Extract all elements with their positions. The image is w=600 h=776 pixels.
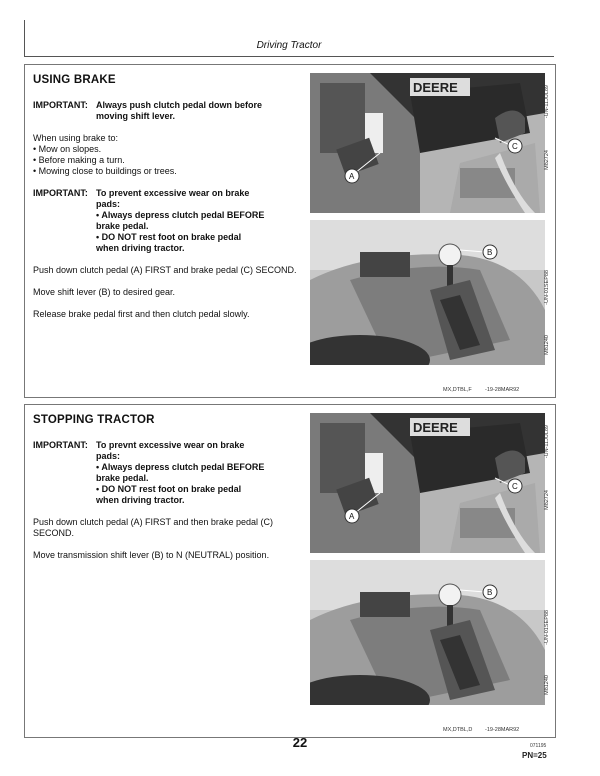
instruction-paragraph: Release brake pedal first and then clutch pedal slowly. [33, 309, 250, 319]
section-title: STOPPING TRACTOR [33, 414, 155, 426]
photo-shift-lever [310, 560, 545, 705]
important-label: IMPORTANT: [33, 100, 88, 110]
important-note [33, 100, 298, 122]
footer-pn: PN=25 [522, 751, 547, 760]
reference-date: -19-28MAR92 [485, 727, 520, 733]
header-divider [24, 56, 554, 57]
page-header-title: Driving Tractor [256, 40, 322, 51]
intro-text: When using brake to: [33, 133, 119, 143]
reference-code: MX,DTBL,F [443, 387, 472, 393]
instruction-paragraph: Move transmission shift lever (B) to N (NEUTRAL) position. [33, 550, 270, 560]
reference-code: MX,DTBL,D [443, 727, 473, 733]
photo-illustration [310, 560, 545, 705]
bullet-item: • Mowing close to buildings or trees. [33, 166, 177, 176]
important-line: To prevnt excessive wear on brake [96, 440, 245, 450]
bullet-item: • Before making a turn. [33, 155, 125, 165]
important-note [33, 440, 298, 506]
important-note [33, 188, 298, 254]
section-stopping-tractor [24, 404, 556, 738]
important-line: moving shift lever. [96, 111, 176, 121]
photo-code: M82724 [544, 150, 550, 170]
photo-date-code: -UN-11JUL89 [544, 425, 550, 459]
important-line: • DO NOT rest foot on brake pedal [96, 232, 242, 242]
important-label: IMPORTANT: [33, 188, 88, 198]
section-text [33, 100, 298, 320]
callout-b: B [487, 248, 493, 257]
header-rule [24, 20, 25, 57]
important-line: To prevent excessive wear on brake [96, 188, 250, 198]
photo-code: M81240 [544, 675, 550, 695]
callout-a: A [349, 172, 355, 181]
important-line: • Always depress clutch pedal BEFORE [96, 462, 265, 472]
photo-code: M82724 [544, 490, 550, 510]
photo-date-code: -UN-11JUL89 [544, 85, 550, 119]
important-line: pads: [96, 199, 121, 209]
instruction-paragraph: Push down clutch pedal (A) FIRST and then brake pedal (C) SECOND. [33, 517, 273, 538]
photo-shift-lever [310, 220, 545, 365]
instruction-paragraph: Move shift lever (B) to desired gear. [33, 287, 176, 297]
bullet-item: • Mow on slopes. [33, 144, 102, 154]
important-line: pads: [96, 451, 121, 461]
photo-illustration [310, 220, 545, 365]
callout-a: A [349, 512, 355, 521]
important-line: when driving tractor. [96, 495, 185, 505]
important-line: brake pedal. [96, 221, 149, 231]
photo-clutch-brake-pedals [310, 413, 545, 553]
footer-code: 071195 [530, 743, 547, 749]
important-line: brake pedal. [96, 473, 149, 483]
important-line: • Always depress clutch pedal BEFORE [96, 210, 265, 220]
photo-code: M81240 [544, 335, 550, 355]
callout-c: C [512, 482, 518, 491]
section-title: USING BRAKE [33, 74, 116, 86]
instruction-paragraph: Push down clutch pedal (A) FIRST and brake pedal (C) SECOND. [33, 265, 297, 275]
callout-c: C [512, 142, 518, 151]
important-line: when driving tractor. [96, 243, 185, 253]
photo-date-code: -UN-01SEP88 [544, 610, 550, 645]
photo-date-code: -UN-01SEP88 [544, 270, 550, 305]
important-label: IMPORTANT: [33, 440, 88, 450]
photo-illustration [310, 413, 545, 553]
photo-illustration [310, 73, 545, 213]
callout-b: B [487, 588, 493, 597]
section-text [33, 440, 298, 561]
section-using-brake [24, 64, 556, 398]
deere-logo: DEERE [413, 80, 458, 95]
page-number: 22 [292, 735, 308, 750]
important-line: • DO NOT rest foot on brake pedal [96, 484, 242, 494]
reference-date: -19-28MAR92 [485, 387, 520, 393]
important-line: Always push clutch pedal down before [96, 100, 263, 110]
photo-clutch-brake-pedals [310, 73, 545, 213]
deere-logo: DEERE [413, 420, 458, 435]
